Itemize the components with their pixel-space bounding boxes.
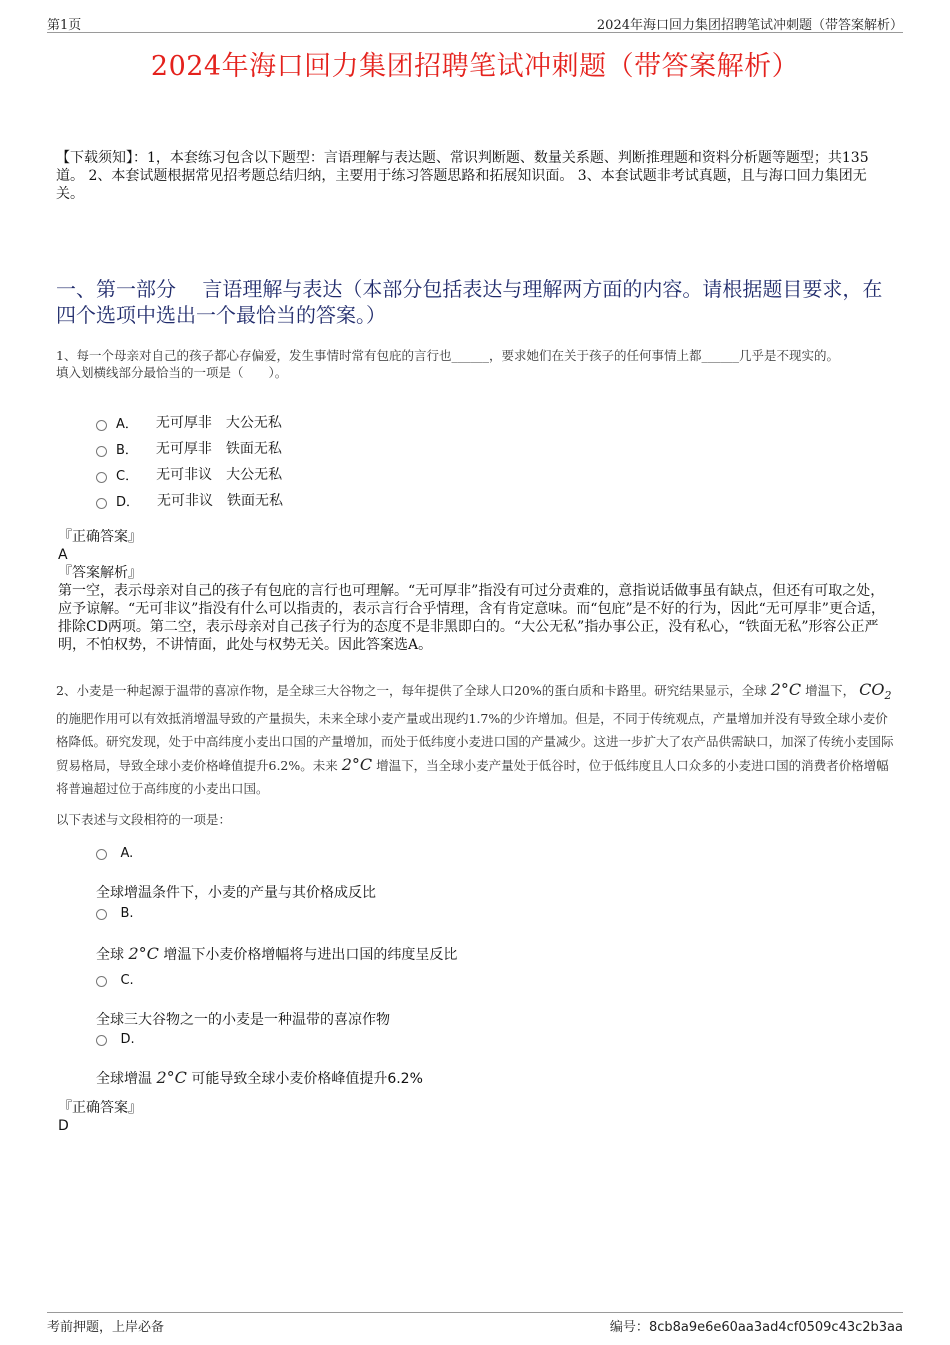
q1-option-a[interactable] [96, 409, 283, 435]
page-number: 第1页 [47, 18, 82, 33]
radio-icon[interactable] [96, 420, 107, 431]
co2-math [859, 680, 892, 703]
q2-option-a[interactable] [96, 845, 151, 861]
option-text-post: 增温下小麦价格增幅将与进出口国的纬度呈反比 [163, 947, 458, 963]
temperature-math: 2°C [341, 755, 373, 775]
answer-value: A [58, 547, 68, 563]
analysis-text: 第一空，表示母亲对自己的孩子有包庇的言行也可理解。“无可厚非”指没有可过分责难的，意指说话做事虽有缺点，但还有可取之处，应予谅解。“无可非议”指没有什么可以指责的，表示言行合乎情理，含有肯定意味。而“包庇”是不好的行为，因此“无可厚非”更合适，排除CD两项。第二空，表示母亲对自己孩子行为的态度不是非黑即白的。“大公无私”指办事公正，没有私心，“铁面无私”形容公正严明，不怕权势，不讲情面，此处与权势无关。因此答案选A。 [58, 583, 885, 653]
option-letter: B． [116, 442, 138, 458]
footer-code-label: 编号： [609, 1320, 649, 1335]
header-doc-name: 2024年海口回力集团招聘笔试冲刺题（带答案解析） [596, 18, 903, 33]
option-text-pre: 全球增温 [96, 1071, 152, 1087]
radio-icon[interactable] [96, 1035, 107, 1046]
option-letter: D． [116, 494, 140, 510]
answer-label: 『正确答案』 [58, 1100, 142, 1116]
section-title: 一、第一部分 言语理解与表达（本部分包括表达与理解两方面的内容。请根据题目要求，在四个选项中选出一个最恰当的答案。） [56, 277, 883, 327]
option-text: 无可厚非 大公无私 [155, 415, 282, 431]
download-notice: 【下载须知】：1，本套练习包含以下题型：言语理解与表达题、常识判断题、数量关系题、判断推理题和资料分析题等题型；共135道。 2、本套试题根据常见招考题总结归纳，主要用于练习答题思路和拓展知识面。 3、本套试题非考试真题，且与海口回力集团无关。 [56, 150, 869, 202]
co2-subscript: 2 [884, 689, 892, 703]
footer-code [610, 1316, 903, 1335]
temperature-math: 2°C [770, 680, 802, 699]
option-text: 无可厚非 铁面无私 [155, 441, 282, 457]
option-text: 无可非议 大公无私 [156, 467, 283, 483]
footer-code-value: 8cb8a9e6e60aa3ad4cf0509c43c2b3aa [648, 1320, 903, 1335]
question-1-options [96, 409, 283, 513]
radio-icon[interactable] [96, 849, 107, 860]
radio-icon[interactable] [96, 446, 107, 457]
question-1-text: 1、每一个母亲对自己的孩子都心存偏爱，发生事情时常有包庇的言行也______，要求她们在关于孩子的任何事情上都______几乎是不现实的。 [56, 348, 839, 363]
q1-option-c[interactable] [96, 461, 283, 487]
question-2-answer [58, 1099, 886, 1135]
q2-option-b-text [96, 944, 457, 964]
q2-stem-part-1: 2、小麦是一种起源于温带的喜凉作物，是全球三大谷物之一，每年提供了全球人口20%的蛋白质和卡路里。研究结果显示，全球 [56, 683, 767, 698]
page-footer [47, 1312, 903, 1333]
document-title: 2024年海口回力集团招聘笔试冲刺题（带答案解析） [150, 51, 800, 82]
footer-slogan: 考前押题，上岸必备 [47, 1320, 165, 1335]
question-2-stem [56, 678, 894, 800]
q2-stem-part-2: 增温下， [805, 683, 856, 698]
radio-icon[interactable] [96, 498, 107, 509]
answer-value: D [58, 1118, 69, 1134]
radio-icon[interactable] [96, 909, 107, 920]
radio-icon[interactable] [96, 472, 107, 483]
q2-stem-part-3: 的施肥作用可以有效抵消增温导致的产量损失，未来全球小麦产量或出现约1.7%的少许增加。但是，不同于传统观点，产量增加并没有导致全球小麦价格降低。研究发现，处于中高纬度小麦出口国的产量增加，而处于低纬度小麦进口国的产量减少。这进一步扩大了农产品供需缺口，加深了传统小麦国际贸易格局，导致全球小麦价格峰值提升6.2%。未来 [56, 711, 894, 774]
q1-option-d[interactable] [96, 487, 283, 513]
question-1-prompt: 填入划横线部分最恰当的一项是（ ）。 [56, 365, 288, 380]
option-letter: A． [116, 416, 138, 432]
q2-option-c-text: 全球三大谷物之一的小麦是一种温带的喜凉作物 [96, 1012, 390, 1028]
option-letter: A. [120, 846, 134, 861]
option-letter: C． [116, 468, 139, 484]
option-text-pre: 全球 [96, 947, 124, 963]
q2-stem-part-4: 增温下，当全球小麦产量处于低谷时，位于低纬度且人口众多的小麦进口国的消费者价格增幅将普遍超过位于高纬度的小麦出口国。 [56, 758, 889, 797]
question-1-stem [56, 347, 894, 381]
option-letter: B. [120, 906, 134, 921]
temperature-math: 2°C [156, 1068, 187, 1087]
q2-option-d[interactable] [96, 1031, 153, 1047]
temperature-math: 2°C [128, 944, 159, 963]
question-1-answer [58, 528, 886, 654]
q2-option-c[interactable] [96, 972, 152, 988]
analysis-label: 『答案解析』 [58, 565, 142, 581]
q2-option-b[interactable] [96, 905, 152, 921]
option-text: 无可非议 铁面无私 [157, 493, 284, 509]
q2-option-a-text: 全球增温条件下，小麦的产量与其价格成反比 [96, 885, 376, 901]
question-2-prompt: 以下表述与文段相符的一项是： [56, 812, 232, 827]
radio-icon[interactable] [96, 976, 107, 987]
page-header [47, 14, 903, 33]
option-letter: C. [120, 973, 134, 988]
q2-option-d-text [96, 1068, 423, 1088]
option-text-post: 可能导致全球小麦价格峰值提升6.2% [191, 1071, 423, 1087]
option-letter: D. [120, 1032, 135, 1047]
q1-option-b[interactable] [96, 435, 283, 461]
answer-label: 『正确答案』 [58, 529, 142, 545]
co2-base: CO [859, 680, 885, 699]
